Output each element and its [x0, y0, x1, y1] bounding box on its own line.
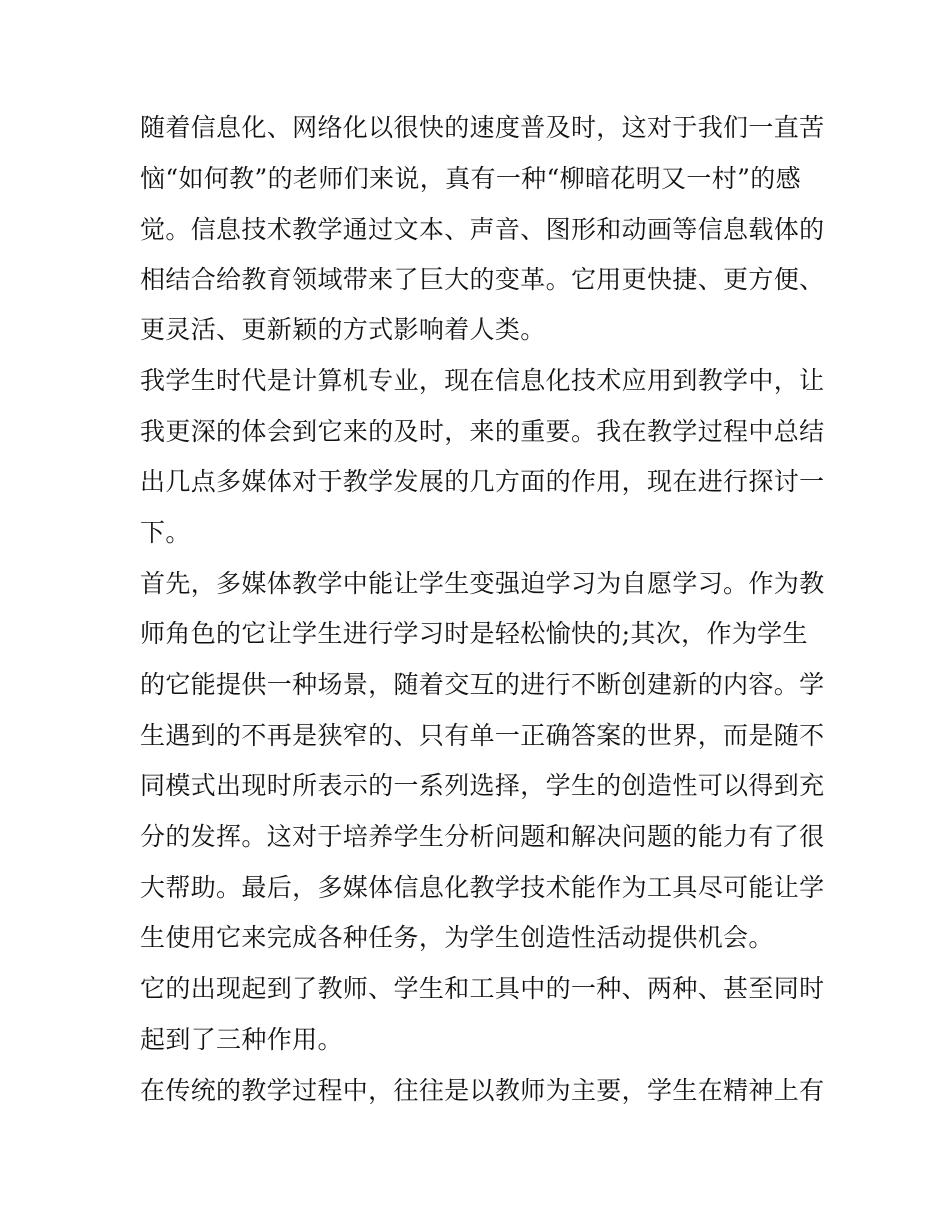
text-line: 起到了三种作用。 [140, 1025, 343, 1054]
text-line: 它的出现起到了教师、学生和工具中的一种、两种、甚至同时 [140, 974, 825, 1003]
text-line: 分的发挥。这对于培养学生分析问题和解决问题的能力有了很 [140, 822, 825, 851]
text-line: 我更深的体会到它来的及时，来的重要。我在教学过程中总结 [140, 417, 825, 446]
text-line: 出几点多媒体对于教学发展的几方面的作用，现在进行探讨一 [140, 467, 825, 496]
text-line: 同模式出现时所表示的一系列选择，学生的创造性可以得到充 [140, 771, 825, 800]
text-line: 大帮助。最后，多媒体信息化教学技术能作为工具尽可能让学 [140, 873, 825, 902]
text-line: 师角色的它让学生进行学习时是轻松愉快的;其次，作为学生 [140, 619, 808, 648]
text-line: 首先，多媒体教学中能让学生变强迫学习为自愿学习。作为教 [140, 569, 825, 598]
text-line: 在传统的教学过程中，往往是以教师为主要，学生在精神上有 [140, 1076, 825, 1105]
text-line: 生使用它来完成各种任务，为学生创造性活动提供机会。 [140, 923, 774, 952]
text-line: 相结合给教育领域带来了巨大的变革。它用更快捷、更方便、 [140, 265, 825, 294]
text-line: 生遇到的不再是狭窄的、只有单一正确答案的世界，而是随不 [140, 721, 825, 750]
text-line: 觉。信息技术教学通过文本、声音、图形和动画等信息载体的 [140, 215, 825, 244]
text-line: 恼“如何教”的老师们来说，真有一种“柳暗花明又一村”的感 [140, 164, 801, 193]
text-line: 更灵活、更新颖的方式影响着人类。 [140, 315, 546, 344]
text-line: 随着信息化、网络化以很快的速度普及时，这对于我们一直苦 [140, 113, 825, 142]
text-line: 我学生时代是计算机专业，现在信息化技术应用到教学中，让 [140, 366, 825, 395]
text-line: 下。 [140, 518, 191, 547]
text-line: 的它能提供一种场景，随着交互的进行不断创建新的内容。学 [140, 670, 825, 699]
